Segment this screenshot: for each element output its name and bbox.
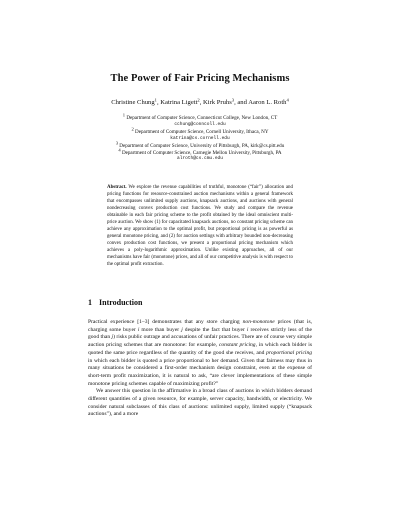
affiliation-list [0, 112, 400, 163]
author-separator: , [199, 99, 204, 106]
affiliation-mark: 1 [122, 112, 126, 118]
paper-title: The Power of Fair Pricing Mechanisms [110, 73, 290, 84]
abstract-label: Abstract. [107, 185, 127, 190]
affiliation-text: Department of Computer Science, Connecticut College, New London, CT [126, 115, 278, 121]
affiliation-mark: 2 [131, 126, 134, 132]
body-text: despite the fact that buyer [182, 326, 247, 333]
emphasis-text: non-monotone [242, 319, 275, 325]
affiliation-mark: 4 [118, 147, 121, 153]
body-text: , in which each bidder is quoted the same price regardless of the quantity of the good she receives, and [88, 342, 312, 356]
author-name: Katrina Ligett [160, 99, 198, 106]
emphasis-text: i [246, 326, 249, 333]
author-list [0, 99, 400, 106]
affiliation-text: Department of Computer Science, Carnegie Mellon University, Pittsburgh, PA [121, 149, 282, 156]
affiliation-email: cchung@conncoll.edu [174, 121, 226, 127]
affiliation-item [0, 112, 400, 122]
section-number: 1 [88, 298, 92, 307]
affiliation-email: katrina@cs.cornell.edu [170, 135, 230, 141]
intro-paragraph-1 [88, 319, 312, 388]
section-heading [88, 298, 142, 307]
author-separator: , and [234, 99, 249, 106]
affiliation-email: alroth@cs.cmu.edu [177, 156, 223, 162]
body-text: more than buyer [139, 326, 182, 333]
emphasis-text: i [137, 326, 140, 333]
author-affiliation-mark: 3 [231, 97, 235, 103]
body-text: Practical experience [1–3] demonstrates that any store charging [88, 319, 243, 325]
affiliation-item [0, 126, 400, 136]
author-affiliation-mark: 2 [197, 97, 200, 103]
author-name: Kirk Pruhs [203, 99, 232, 106]
abstract-text: We explore the revenue capabilities of truthful, monotone (“fair”) allocation and pricing functions for resource-constrained auction mechanisms within a general framework that encompasses unlimited supply auctions, knapsack auctions, and auctions with general nondecreasing convex production cost functions. We study and compare the revenue obtainable in each fair pricing scheme to the profit obtained by the ideal omniscient multi-price auction. We show (1) for capacitated knapsack auctions, no constant pricing scheme can achieve any approximation to the optimal profit, but proportional pricing is as powerful as general monotone pricing, and (2) for auction settings with arbitrary bounded non-decreasing convex production cost functions, we present a proportional pricing mechanism which achieves a poly-logarithmic approximation. Unlike existing approaches, all of our mechanisms have fair (monotone) prices, and all of our competitive analysis is with respect to the optimal profit extraction. [107, 185, 293, 267]
emphasis-text: proportional pricing [266, 349, 312, 356]
affiliation-mark: 3 [115, 140, 119, 146]
body-text: receives strictly less of the good than [88, 326, 312, 341]
introduction-body [88, 319, 312, 419]
author-affiliation-mark: 1 [154, 97, 157, 103]
author-name: Aaron L. Roth [248, 99, 287, 106]
emphasis-text: constant pricing [218, 342, 256, 349]
body-text: ) risks public outrage and accusations of unfair practices. There are of course very simple auction pricing schemes that are monotone: for example, [88, 334, 312, 349]
author-separator: , [156, 99, 161, 106]
affiliation-text: Department of Computer Science, University of Pittsburgh, PA, kirk@cs.pitt.edu [119, 142, 285, 149]
abstract [107, 184, 293, 268]
intro-paragraph-2: We answer this question in the affirmative in a broad class of auctions in which bidders demand different quantities of a given resource, for example, server capacity, bandwidth, or electricity. We consider natural subclasses of this class of auctions: unlimited supply, limited supply (“knapsack auctions”), and a more [88, 388, 312, 418]
affiliation-text: Department of Computer Science, Cornell University, Ithaca, NY [135, 128, 269, 135]
section-title: Introduction [99, 298, 143, 307]
emphasis-text: j [111, 334, 114, 341]
author-affiliation-mark: 4 [286, 97, 289, 103]
author-name: Christine Chung [111, 99, 155, 106]
body-text: prices (that is, charging some buyer [88, 319, 313, 333]
body-text: in which each bidder is quoted a price proportional to her demand. Given that fairness may thus in many situations be considered a first-order mechanism design constraint, even at the expense of short-term profit maximization, it is natural to ask, “are clever implementations of these simple monotone pricing schemes capable of maximizing profit?” [88, 357, 312, 387]
emphasis-text: j [181, 326, 183, 333]
